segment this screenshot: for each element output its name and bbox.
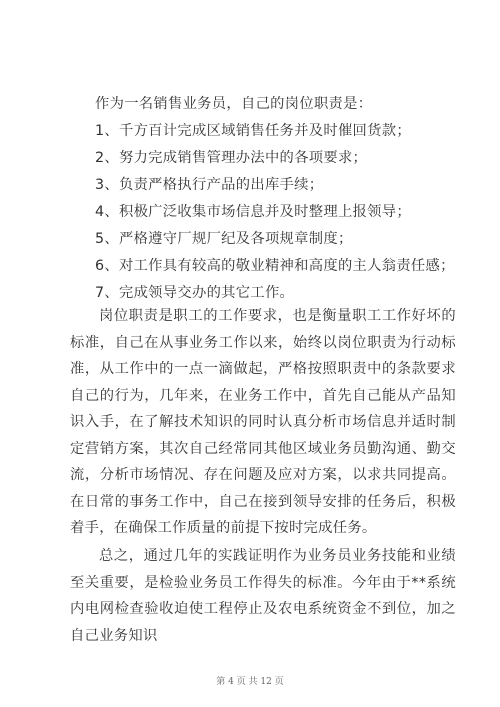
body-paragraph-responsibilities: 岗位职责是职工的工作要求，也是衡量职工工作好坏的标准，自己在从事业务工作以来，始终以岗位职责为行动标准，从工作中的一点一滴做起，严格按照职责中的条款要求自己的行为，几年来，在业务工作中，首先自己能从产品知识入手，在了解技术知识的同时认真分析市场信息并适时制定营销方案，其次自己经常同其他区域业务员勤沟通、勤交流，分析市场情况、存在问题及应对方案，以求共同提高。在日常的事务工作中，自己在接到领导安排的任务后，积极着手，在确保工作质量的前提下按时完成任务。 [70,308,456,536]
intro-line: 作为一名销售业务员，自己的岗位职责是： [95,96,373,112]
page-number-footer: 第 4 页 共 12 页 [216,677,284,687]
duty-item-4: 4、积极广泛收集市场信息并及时整理上报领导； [95,204,411,220]
body-paragraph-summary: 总之，通过几年的实践证明作为业务员业务技能和业绩至关重要，是检验业务员工作得失的标准。今年由于**系统内电网检查验收迫使工程停止及农电系统资金不到位，加之自己业务知识 [70,548,456,644]
duty-item-1: 1、千方百计完成区域销售任务并及时催回货款； [95,123,411,139]
duty-item-2: 2、努力完成销售管理办法中的各项要求； [95,150,368,166]
duty-item-6: 6、对工作具有较高的敬业精神和高度的主人翁责任感； [95,258,455,274]
duty-item-5: 5、严格遵守厂规厂纪及各项规章制度； [95,231,353,247]
duty-item-7: 7、完成领导交办的其它工作。 [95,285,295,301]
duty-item-3: 3、负责严格执行产品的出库手续； [95,177,324,193]
